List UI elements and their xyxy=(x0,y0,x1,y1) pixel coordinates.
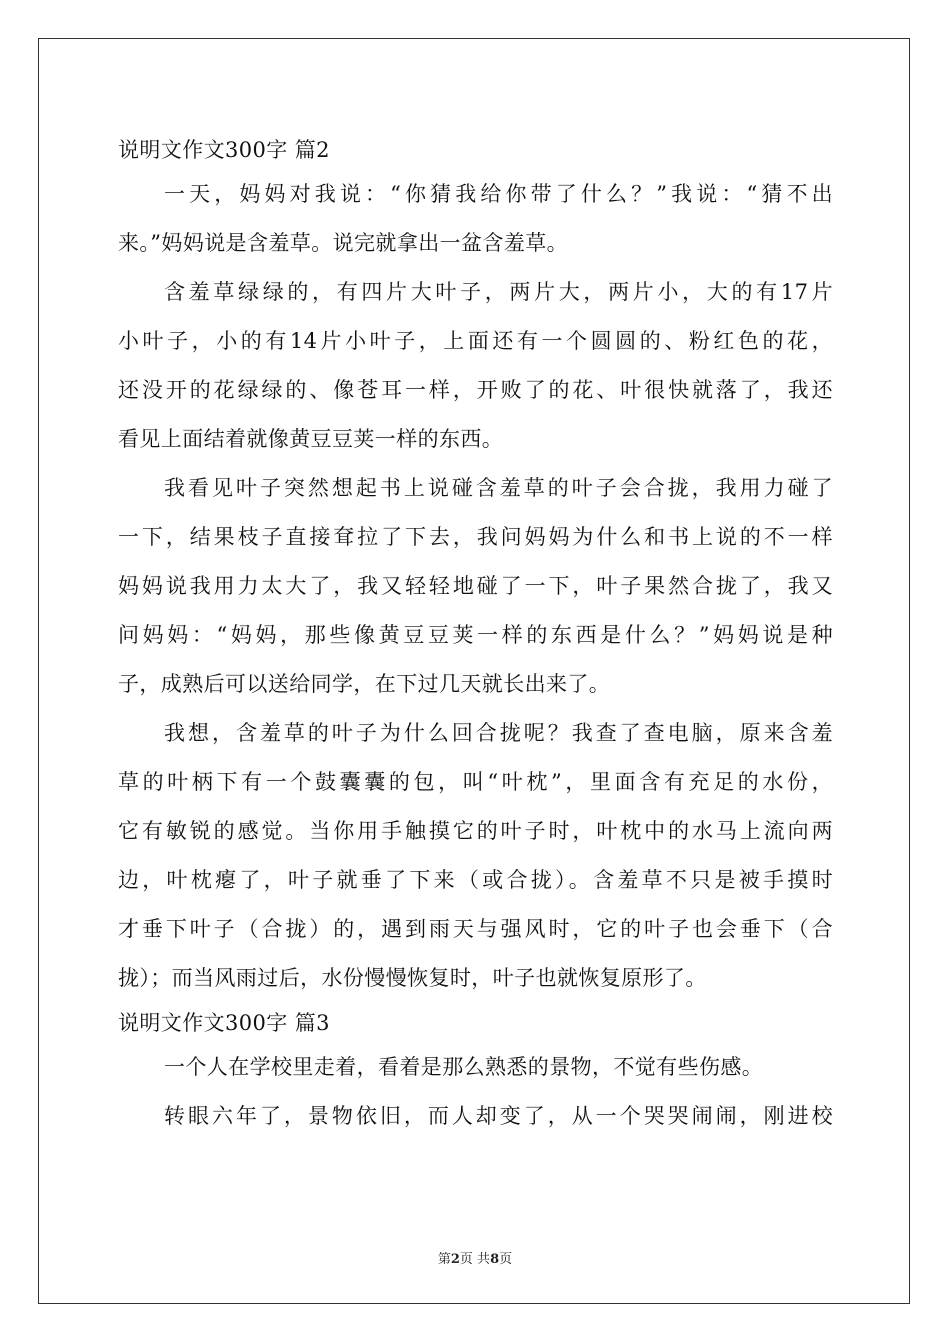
paragraph-line: 含羞草绿绿的，有四片大叶子，两片大，两片小，大的有17片 xyxy=(164,280,833,304)
paragraph-line: 它有敏锐的感觉。当你用手触摸它的叶子时，叶枕中的水马上流向两 xyxy=(118,819,833,843)
paragraph-line: 来。”妈妈说是含羞草。说完就拿出一盆含羞草。 xyxy=(118,231,569,255)
paragraph-line: 边，叶枕瘪了，叶子就垂了下来（或合拢）。含羞草不只是被手摸时 xyxy=(118,868,833,892)
footer-suffix: 页 xyxy=(499,1252,513,1267)
paragraph-line: 小叶子，小的有14片小叶子，上面还有一个圆圆的、粉红色的花， xyxy=(118,329,833,353)
paragraph-line: 还没开的花绿绿的、像苍耳一样，开败了的花、叶很快就落了，我还 xyxy=(118,378,833,402)
paragraph-line: 看见上面结着就像黄豆豆荚一样的东西。 xyxy=(118,427,504,451)
page-footer xyxy=(0,1248,950,1267)
footer-middle: 页 共 xyxy=(459,1252,491,1267)
section-heading: 说明文作文300字 篇3 xyxy=(118,1011,330,1035)
paragraph-line: 一天，妈妈对我说：“你猜我给你带了什么？”我说：“猜不出 xyxy=(164,182,833,206)
footer-prefix: 第 xyxy=(437,1252,451,1267)
paragraph-line: 一下，结果枝子直接耷拉了下去，我问妈妈为什么和书上说的不一样 xyxy=(118,525,833,549)
paragraph-line: 一个人在学校里走着，看着是那么熟悉的景物，不觉有些伤感。 xyxy=(164,1055,764,1079)
paragraph-line: 拢）；而当风雨过后，水份慢慢恢复时，叶子也就恢复原形了。 xyxy=(118,966,707,990)
footer-page-number: 2 xyxy=(450,1252,460,1267)
paragraph-line: 转眼六年了，景物依旧，而人却变了，从一个哭哭闹闹，刚进校 xyxy=(164,1104,833,1128)
paragraph-line: 问妈妈：“妈妈，那些像黄豆豆荚一样的东西是什么？”妈妈说是种 xyxy=(118,623,833,647)
paragraph-line: 才垂下叶子（合拢）的，遇到雨天与强风时，它的叶子也会垂下（合 xyxy=(118,917,833,941)
paragraph-line: 草的叶柄下有一个鼓囊囊的包，叫“叶枕”，里面含有充足的水份， xyxy=(118,770,833,794)
paragraph-line: 子，成熟后可以送给同学，在下过几天就长出来了。 xyxy=(118,672,611,696)
paragraph-line: 我看见叶子突然想起书上说碰含羞草的叶子会合拢，我用力碰了 xyxy=(164,476,833,500)
footer-page-total: 8 xyxy=(490,1252,500,1267)
paragraph-line: 妈妈说我用力太大了，我又轻轻地碰了一下，叶子果然合拢了，我又 xyxy=(118,574,833,598)
section-heading: 说明文作文300字 篇2 xyxy=(118,138,330,162)
paragraph-line: 我想，含羞草的叶子为什么回合拢呢？我查了查电脑，原来含羞 xyxy=(164,721,833,745)
document-body xyxy=(118,130,833,1141)
